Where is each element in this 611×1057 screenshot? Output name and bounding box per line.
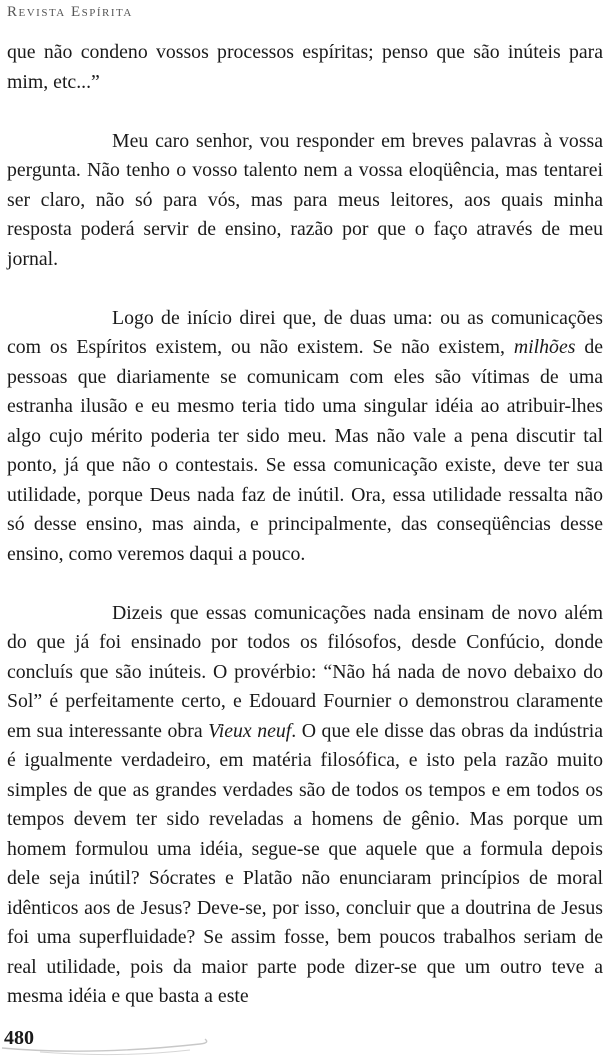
paragraph-reply: Meu caro senhor, vou responder em breves palavras à vossa pergunta. Não tenho o vosso talento nem a vossa eloqüência, mas tentarei ser claro, não só para vós, mas para meus leitores, aos quais minha resposta poderá servir de ensino, razão por que o faço através de meu jornal. — [7, 129, 603, 270]
running-head: Revista Espírita — [7, 4, 133, 20]
paragraph-text: Logo de início direi que, de duas uma: ou as comunicações com os Espíritos existem, ou não existem. Se não existem, — [7, 306, 603, 358]
page-body — [7, 38, 603, 1012]
paragraph-communications — [7, 304, 603, 570]
page-number: 480 — [4, 1027, 34, 1049]
paragraph-text: Dizeis que essas comunicações nada ensinam de novo além do que já foi ensinado por todos os filósofos, desde Confúcio, donde concluís que são inúteis. O provérbio: “Não há nada de novo debaixo do Sol” é perfeitamente certo, e Edouard Fournier o demonstrou claramente em sua interessante obra — [7, 601, 603, 742]
emphasis-milhoes: milhões — [513, 336, 576, 358]
paragraph-text: de pessoas que diariamente se comunicam com eles são vítimas de uma estranha ilusão e eu mesmo teria tido uma singular idéia ao atribuir-lhes algo cujo mérito poderia ter sido meu. Mas não vale a pena discutir tal ponto, já que não o contestais. Se essa comunicação existe, deve ter sua utilidade, porque Deus nada faz de inútil. Ora, essa utilidade ressalta não só desse ensino, mas ainda, e principalmente, das conseqüências desse ensino, como veremos daqui a pouco. — [7, 336, 603, 565]
page-footer — [0, 1024, 611, 1057]
book-title-vieux-neuf: Vieux neuf — [208, 719, 292, 742]
paragraph-text: . O que ele disse das obras da indústria é igualmente verdadeiro, em matéria filosófica, e isto pela razão muito simples de que as grandes verdades são de todos os tempos e em todos os tempos devem ter sido reveladas a homens de gênio. Mas porque um homem formulou uma idéia, segue-se que aquele que a formula depois dele seja inútil? Sócrates e Platão não enunciaram princípios de moral idênticos aos de Jesus? Deve-se, por isso, concluir que a doutrina de Jesus foi uma superfluidade? Se assim fosse, bem poucos trabalhos seriam de real utilidade, pois da maior parte pode dizer-se que um outro teve a mesma idéia e que basta a este — [7, 719, 603, 1007]
paragraph-continuation: que não condeno vossos processos espíritas; penso que são inúteis para mim, etc...” — [7, 41, 603, 93]
paragraph-philosophers — [7, 599, 603, 1012]
footer-swoosh-ornament — [0, 1024, 611, 1057]
